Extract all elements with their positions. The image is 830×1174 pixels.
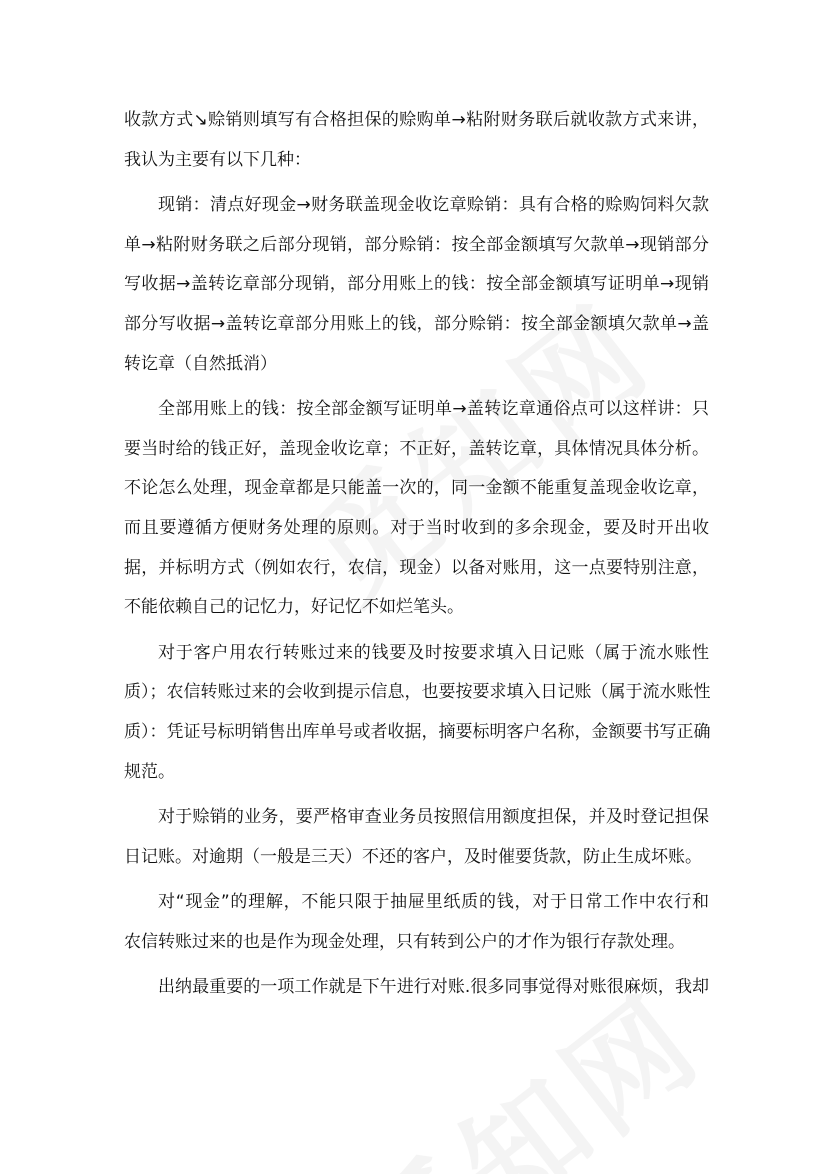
document-body <box>124 101 709 1008</box>
paragraph-cash-definition <box>124 883 709 962</box>
paragraph-credit-sales <box>124 798 709 877</box>
paragraph-cash-sales <box>124 186 709 384</box>
text-line: 转讫章（自然抵消） <box>124 353 277 374</box>
paragraph-bank-transfers <box>124 634 709 792</box>
text-line: 质）：凭证号标明销售出库单号或者收据，摘要标明客户名称，金额要书写正确 <box>124 721 711 742</box>
text-line: 全部用账上的钱：按全部金额写证明单→盖转讫章通俗点可以这样讲：只 <box>158 399 709 420</box>
text-line: 写收据→盖转讫章部分现销，部分用账上的钱：按全部金额填写证明单→现销 <box>124 274 709 295</box>
text-line: 出纳最重要的一项工作就是下午进行对账.很多同事觉得对账很麻烦，我却 <box>158 977 709 998</box>
text-line: 不论怎么处理，现金章都是只能盖一次的，同一金额不能重复盖现金收讫章， <box>124 478 709 499</box>
paragraph-account-funds <box>124 390 709 628</box>
text-line: 收款方式↘赊销则填写有合格担保的赊购单→粘附财务联后就收款方式来讲， <box>124 110 709 130</box>
text-line: 我认为主要有以下几种： <box>124 149 311 170</box>
text-line: 日记账。对逾期（一般是三天）不还的客户，及时催要货款，防止生成坏账。 <box>124 846 702 867</box>
text-line: 对于客户用农行转账过来的钱要及时按要求填入日记账（属于流水账性 <box>158 642 709 663</box>
text-line: 对“现金”的理解，不能只限于抽屉里纸质的钱，对于日常工作中农行和 <box>158 892 709 913</box>
text-line: 现销：清点好现金→财务联盖现金收讫章赊销：具有合格的赊购饲料欠款 <box>158 195 709 216</box>
paragraph-payment-methods <box>124 101 709 180</box>
text-line: 对于赊销的业务，要严格审查业务员按照信用额度担保，并及时登记担保 <box>158 807 709 828</box>
text-line: 要当时给的钱正好，盖现金收讫章；不正好，盖转讫章，具体情况具体分析。 <box>124 438 709 459</box>
text-line: 单→粘附财务联之后部分现销，部分赊销：按全部金额填写欠款单→现销部分 <box>124 234 709 255</box>
text-line: 规范。 <box>124 761 175 782</box>
paragraph-reconciliation <box>124 968 709 1008</box>
text-line: 不能依赖自己的记忆力，好记忆不如烂笔头。 <box>124 597 464 618</box>
text-line: 质）；农信转账过来的会收到提示信息，也要按要求填入日记账（属于流水账性 <box>124 682 711 703</box>
text-line: 而且要遵循方便财务处理的原则。对于当时收到的多余现金，要及时开出收 <box>124 517 709 538</box>
text-line: 据，并标明方式（例如农行，农信，现金）以备对账用，这一点要特别注意， <box>124 557 709 578</box>
text-line: 部分写收据→盖转讫章部分用账上的钱，部分赊销：按全部金额填欠款单→盖 <box>124 313 709 334</box>
text-line: 农信转账过来的也是作为现金处理，只有转到公户的才作为银行存款处理。 <box>124 931 685 952</box>
